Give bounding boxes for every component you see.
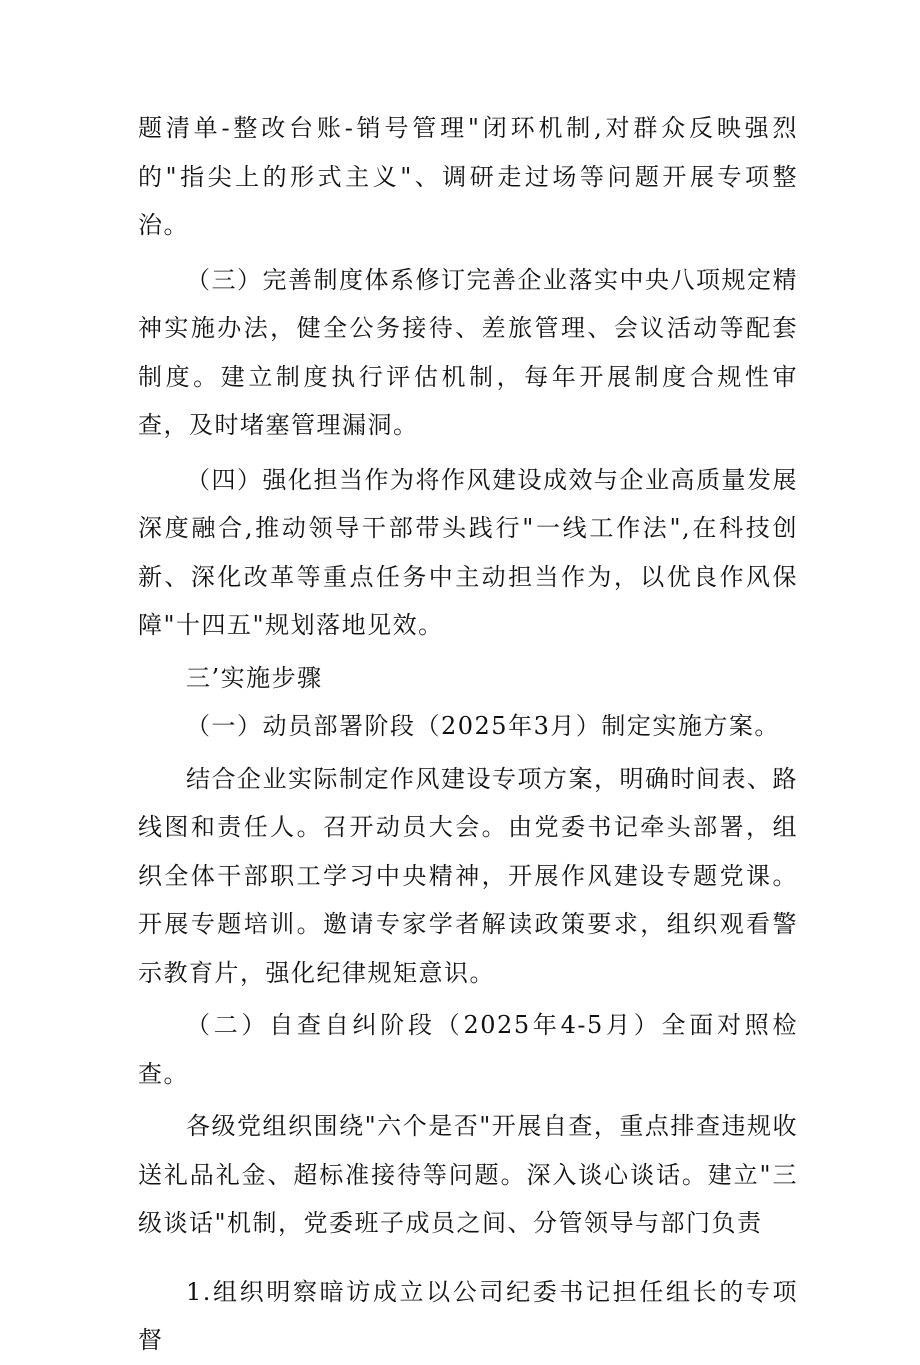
paragraph-responsibility: （四）强化担当作为将作风建设成效与企业高质量发展深度融合,推动领导干部带头践行"一线工作法",在科技创新、深化改革等重点任务中主动担当作为，以优良作风保障"十四五"规划落地见效。 <box>138 465 798 639</box>
subheading-mobilization-stage: （一）动员部署阶段（2025年3月）制定实施方案。 <box>186 712 780 740</box>
paragraph-mobilization-details: 结合企业实际制定作风建设专项方案，明确时间表、路线图和责任人。召开动员大会。由党委书记牵头部署，组织全体干部职工学习中央精神，开展作风建设专题党课。开展专题培训。邀请专家学者解读政策要求，组织观看警示教育片，强化纪律规矩意识。 <box>138 764 798 987</box>
paragraph-self-inspection-details: 各级党组织围绕"六个是否"开展自查，重点排查违规收送礼品礼金、超标准接待等问题。深入谈心谈话。建立"三级谈话"机制，党委班子成员之间、分管领导与部门负责 <box>138 1112 798 1237</box>
section-heading-implementation-steps: 三’实施步骤 <box>186 663 323 692</box>
paragraph-institution-system: （三）完善制度体系修订完善企业落实中央八项规定精神实施办法，健全公务接待、差旅管理、会议活动等配套制度。建立制度执行评估机制，每年开展制度合规性审查，及时堵塞管理漏洞。 <box>138 265 798 439</box>
list-item-inspection: 1.组织明察暗访成立以公司纪委书记担任组长的专项督 <box>138 1277 798 1354</box>
document-body <box>138 104 798 1365</box>
paragraph-rectification-list: 题清单-整改台账-销号管理"闭环机制,对群众反映强烈的"指尖上的形式主义"、调研走过场等问题开展专项整治。 <box>138 114 798 239</box>
subheading-self-inspection-stage: （二）自查自纠阶段（2025年4-5月）全面对照检查。 <box>138 1011 798 1088</box>
